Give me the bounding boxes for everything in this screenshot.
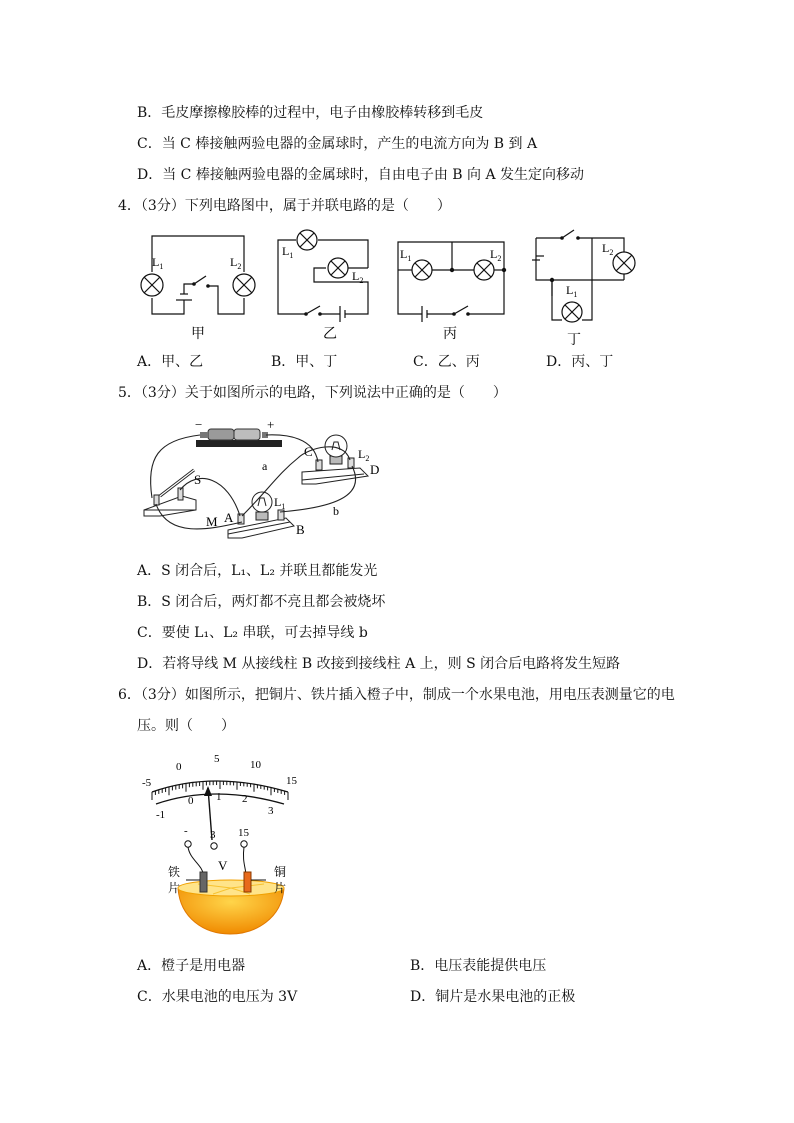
terminal-a-label: A	[224, 510, 234, 525]
upper-tick-5: 5	[214, 753, 220, 765]
bing-caption: 丙	[443, 327, 457, 342]
terminal-b-label: B	[296, 522, 305, 537]
q4-option-d: D．丙、丁	[546, 354, 614, 370]
terminal-15: 15	[238, 827, 249, 839]
q6-fruit-battery-figure	[138, 748, 308, 940]
copper-plate	[244, 872, 251, 892]
q6-option-b: B．电压表能提供电压	[410, 958, 547, 974]
upper-tick-0: 0	[176, 761, 182, 773]
ding-caption: 丁	[567, 333, 581, 348]
lower-tick-1: 1	[216, 791, 222, 803]
battery-plus: +	[267, 417, 275, 432]
q6-option-c: C．水果电池的电压为 3V	[137, 989, 298, 1005]
bing-l1-label: $L_1$	[400, 247, 412, 263]
terminal-minus: -	[184, 825, 188, 837]
ding-l1-label: $L_1$	[566, 283, 578, 299]
lamp-l1-label: $L_1$	[274, 495, 286, 511]
q5-stem: 5．（3分）关于如图所示的电路，下列说法中正确的是（ ）	[118, 385, 507, 401]
terminal-d-label: D	[370, 462, 380, 477]
iron-plate	[200, 872, 207, 892]
terminal-c-label: C	[304, 444, 313, 459]
wire-a-label: a	[262, 459, 268, 473]
q6-option-d: D．铜片是水果电池的正极	[410, 989, 576, 1005]
q5-option-d: D．若将导线 M 从接线柱 B 改接到接线柱 A 上，则 S 闭合后电路将发生短路	[137, 656, 621, 672]
q5-circuit-figure	[138, 418, 378, 546]
q5-option-c: C．要使 L₁、L₂ 串联，可去掉导线 b	[137, 625, 368, 641]
q3-option-b: B．毛皮摩擦橡胶棒的过程中，电子由橡胶棒转移到毛皮	[137, 105, 484, 121]
lower-tick-2: 2	[242, 793, 248, 805]
switch-s-label: S	[194, 472, 202, 487]
voltmeter-v-label: V	[218, 858, 228, 873]
bing-l2-label: $L_2$	[490, 247, 502, 263]
q3-option-c: C．当 C 棒接触两验电器的金属球时，产生的电流方向为 B 到 A	[137, 136, 538, 152]
q6-stem-line1: 6．（3分）如图所示，把铜片、铁片插入橙子中，制成一个水果电池，用电压表测量它的电	[118, 687, 675, 703]
jia-l2-label: $L_2$	[230, 255, 242, 271]
lower-tick-0: 0	[188, 795, 194, 807]
iron-label-1: 铁	[168, 865, 181, 879]
upper-tick-10: 10	[250, 759, 261, 771]
yi-l1-label: $L_1$	[282, 244, 294, 260]
lamp-l2-label: $L_2$	[358, 447, 370, 463]
q4-option-c: C．乙、丙	[413, 354, 480, 370]
q5-option-b: B．S 闭合后，两灯都不亮且都会被烧坏	[137, 594, 386, 610]
copper-label-1: 铜	[274, 865, 287, 879]
iron-label-2: 片	[168, 881, 181, 895]
q5-option-a: A．S 闭合后，L₁、L₂ 并联且都能发光	[137, 563, 378, 579]
upper-tick-m5: -5	[142, 777, 152, 789]
q6-stem-line2: 压。则（ ）	[137, 718, 235, 734]
q4-figure-bing	[392, 228, 516, 344]
wire-m-label: M	[206, 514, 218, 529]
upper-tick-15: 15	[286, 775, 297, 787]
q4-figure-ding	[522, 222, 642, 350]
q6-option-a: A．橙子是用电器	[137, 958, 246, 974]
terminal-3: 3	[210, 829, 216, 841]
jia-l1-label: $L_1$	[152, 255, 164, 271]
q4-option-b: B．甲、丁	[271, 354, 338, 370]
ding-l2-label: $L_2$	[602, 241, 614, 257]
q4-figure-yi	[270, 228, 380, 344]
yi-caption: 乙	[323, 327, 337, 342]
q3-option-d: D．当 C 棒接触两验电器的金属球时，自由电子由 B 向 A 发生定向移动	[137, 167, 585, 183]
wire-b-label: b	[333, 504, 339, 518]
q4-figure-jia	[128, 228, 268, 344]
yi-l2-label: $L_2$	[352, 269, 364, 285]
lower-tick-m1: -1	[156, 809, 166, 821]
copper-label-2: 片	[274, 881, 287, 895]
q4-stem: 4．（3分）下列电路图中，属于并联电路的是（ ）	[118, 198, 451, 214]
jia-caption: 甲	[191, 327, 205, 342]
q4-option-a: A．甲、乙	[137, 354, 204, 370]
battery-minus: −	[195, 417, 203, 432]
lower-tick-3: 3	[268, 805, 274, 817]
